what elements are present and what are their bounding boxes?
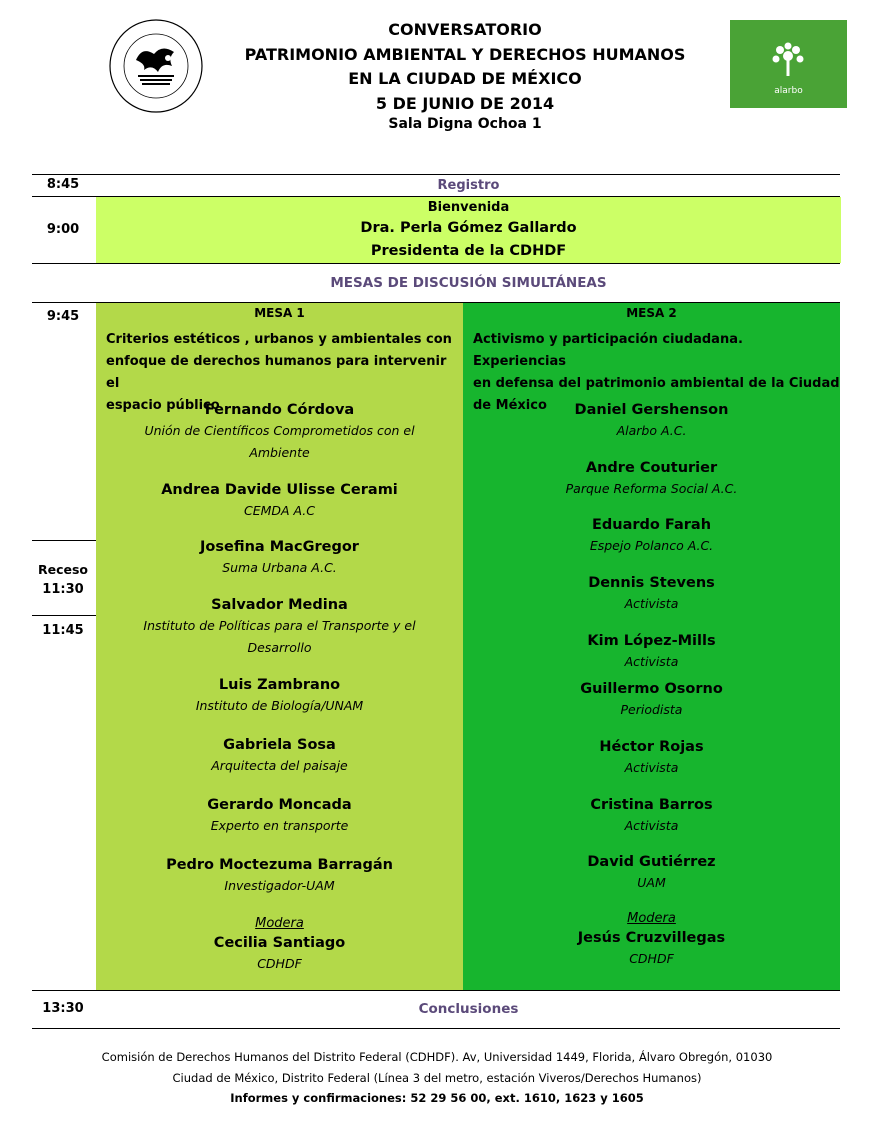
speaker-affiliation: UAM <box>637 875 666 890</box>
event-name: PATRIMONIO AMBIENTAL Y DERECHOS HUMANOS <box>244 44 686 64</box>
time-conclusiones: 13:30 <box>42 1001 84 1016</box>
speaker-entry <box>96 480 463 522</box>
speaker-affiliation: Desarrollo <box>247 640 312 655</box>
speaker-entry <box>96 595 463 659</box>
speaker-entry <box>96 735 463 777</box>
speaker-name: Josefina MacGregor <box>200 539 359 555</box>
speaker-affiliation: Arquitecta del paisaje <box>211 758 348 773</box>
moderator-affiliation: CDHDF <box>629 951 674 966</box>
event-venue: Sala Digna Ochoa 1 <box>388 116 542 132</box>
speaker-entry <box>96 400 463 464</box>
speaker-name: Gabriela Sosa <box>223 737 336 753</box>
speaker-name: Kim López-Mills <box>587 633 716 649</box>
speaker-name: Cristina Barros <box>590 797 713 813</box>
event-date: 5 DE JUNIO DE 2014 <box>375 93 555 113</box>
time-receso: 11:30 <box>42 582 84 597</box>
speaker-name: Fernando Córdova <box>204 402 355 418</box>
time-bienvenida: 9:00 <box>46 222 80 237</box>
cdhdf-logo <box>108 18 204 114</box>
speaker-affiliation: Investigador-UAM <box>224 878 335 893</box>
mesa-2-topic-line: Activismo y participación ciudadana. Experiencias <box>473 332 743 369</box>
table-rule <box>32 615 96 616</box>
footer-metro: Ciudad de México, Distrito Federal (Línea 3 del metro, estación Viveros/Derechos Humanos) <box>172 1070 702 1085</box>
speaker-name: Dennis Stevens <box>588 575 715 591</box>
speaker-name: Héctor Rojas <box>599 739 704 755</box>
speaker-name: Gerardo Moncada <box>207 797 352 813</box>
speaker-affiliation: Suma Urbana A.C. <box>222 560 337 575</box>
speaker-entry <box>96 855 463 897</box>
speaker-affiliation: CEMDA A.C <box>243 503 316 518</box>
mesa-1-topic-line: enfoque de derechos humanos para intervenir el <box>106 354 447 391</box>
speaker-name: Daniel Gershenson <box>574 402 729 418</box>
moderator-label: Modera <box>255 916 304 931</box>
mesa-2-topic-line: de México <box>473 398 547 413</box>
mesa-2-topic-line: en defensa del patrimonio ambiental de la Ciudad <box>473 376 840 391</box>
speaker-affiliation: Alarbo A.C. <box>616 423 687 438</box>
speaker-entry <box>463 795 840 837</box>
speaker-entry <box>463 679 840 721</box>
footer-address: Comisión de Derechos Humanos del Distrito Federal (CDHDF). Av, Universidad 1449, Florida, Álvaro Obregón, 01030 <box>101 1050 773 1064</box>
welcome-band <box>96 197 841 263</box>
speaker-entry <box>463 573 840 615</box>
speaker-name: Andrea Davide Ulisse Cerami <box>161 482 398 498</box>
welcome-role: Presidenta de la CDHDF <box>370 243 567 259</box>
mesa-1-topic-line: Criterios estéticos , urbanos y ambientales con <box>106 332 452 347</box>
registro-label: Registro <box>437 178 500 193</box>
speaker-entry <box>96 675 463 717</box>
moderator-label: Modera <box>627 911 676 926</box>
table-rule <box>32 540 96 541</box>
mesa-2-panel <box>463 303 840 990</box>
moderator-affiliation: CDHDF <box>257 956 302 971</box>
moderator-name: Cecilia Santiago <box>213 935 346 951</box>
speaker-name: Andre Couturier <box>585 460 718 476</box>
table-rule <box>32 174 840 175</box>
time-registro: 8:45 <box>46 177 80 192</box>
footer <box>0 1047 874 1109</box>
speaker-entry <box>463 400 840 442</box>
table-rule <box>32 263 840 264</box>
mesa-1-title: MESA 1 <box>254 306 305 320</box>
speaker-name: Luis Zambrano <box>218 677 341 693</box>
speaker-affiliation: Parque Reforma Social A.C. <box>565 481 738 496</box>
welcome-label: Bienvenida <box>427 200 510 215</box>
mesa-2-title: MESA 2 <box>626 306 677 320</box>
mesa-1-panel <box>96 303 463 990</box>
speaker-name: David Gutiérrez <box>587 854 716 870</box>
time-resume: 11:45 <box>42 623 84 638</box>
event-title <box>200 18 730 116</box>
event-location: EN LA CIUDAD DE MÉXICO <box>348 69 582 88</box>
speaker-entry <box>463 458 840 500</box>
speaker-entry <box>96 537 463 579</box>
speaker-affiliation: Activista <box>624 596 679 611</box>
speaker-affiliation: Ambiente <box>249 445 310 460</box>
speaker-affiliation: Activista <box>624 654 679 669</box>
speaker-entry <box>463 631 840 673</box>
speaker-affiliation: Experto en transporte <box>210 818 349 833</box>
speaker-entry <box>463 852 840 894</box>
speaker-entry <box>463 515 840 557</box>
mesas-heading: MESAS DE DISCUSIÓN SIMULTÁNEAS <box>330 275 607 291</box>
footer-contact: Informes y confirmaciones: 52 29 56 00, ext. 1610, 1623 y 1605 <box>230 1091 644 1105</box>
speaker-affiliation: Activista <box>624 818 679 833</box>
speaker-name: Guillermo Osorno <box>580 681 723 697</box>
speaker-affiliation: Periodista <box>620 702 683 717</box>
speaker-affiliation: Espejo Polanco A.C. <box>589 538 714 553</box>
mesa-1-topic-line: espacio público <box>106 398 220 413</box>
speaker-affiliation: Activista <box>624 760 679 775</box>
speaker-entry <box>96 795 463 837</box>
speaker-affiliation: Instituto de Biología/UNAM <box>195 698 364 713</box>
speaker-name: Salvador Medina <box>211 597 348 613</box>
event-type: CONVERSATORIO <box>388 20 542 39</box>
table-rule <box>32 1028 840 1029</box>
speaker-entry <box>463 737 840 779</box>
moderator-entry <box>463 910 840 970</box>
alarbo-logo-text: alarbo <box>774 86 803 96</box>
conclusiones-label: Conclusiones <box>418 1001 519 1017</box>
speaker-name: Pedro Moctezuma Barragán <box>166 857 393 873</box>
speaker-name: Eduardo Farah <box>591 517 712 533</box>
welcome-speaker: Dra. Perla Gómez Gallardo <box>360 220 577 236</box>
moderator-name: Jesús Cruzvillegas <box>577 930 726 946</box>
speaker-affiliation: Unión de Científicos Comprometidos con el <box>144 423 415 438</box>
table-rule <box>32 990 840 991</box>
alarbo-logo <box>730 20 847 108</box>
moderator-entry <box>96 915 463 975</box>
receso-label: Receso <box>37 562 89 577</box>
time-mesas: 9:45 <box>46 309 80 324</box>
speaker-affiliation: Instituto de Políticas para el Transporte y el <box>143 618 416 633</box>
